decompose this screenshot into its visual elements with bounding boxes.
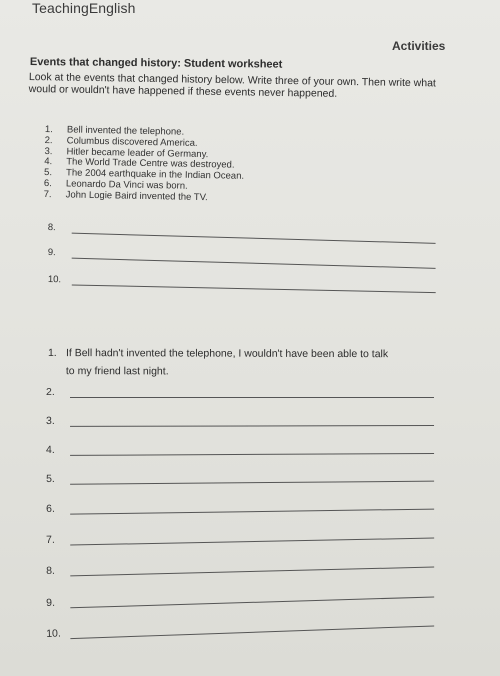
answer-number: 2. [46, 386, 55, 398]
event-number: 1. [44, 124, 53, 136]
worksheet-title: Events that changed history: Student worksheet [29, 56, 283, 71]
event-number: 4. [44, 156, 53, 168]
example-number: 1. [47, 346, 57, 360]
own-event-number: 10. [47, 274, 62, 286]
answer-number: 3. [46, 414, 55, 427]
own-event-row[interactable] [48, 274, 436, 293]
answer-line[interactable] [70, 567, 434, 577]
answer-line[interactable] [70, 509, 434, 515]
answer-line[interactable] [72, 233, 436, 244]
event-text: John Logie Baird invented the TV. [65, 189, 208, 203]
answer-row[interactable] [46, 498, 434, 515]
answer-row[interactable] [46, 614, 434, 640]
events-list [44, 125, 245, 204]
event-text: Hitler became leader of Germany. [66, 146, 209, 160]
event-number: 5. [43, 167, 53, 179]
answer-line[interactable] [70, 453, 434, 456]
answer-line[interactable] [70, 481, 434, 485]
section-label: Activities [392, 39, 446, 53]
event-text: Bell invented the telephone. [66, 124, 185, 138]
instructions-text: Look at the events that changed history below. Write three of your own. Then write what would or wouldn't have happened if these events never happened. [28, 71, 436, 100]
answer-line[interactable] [72, 285, 436, 294]
example-line-1 [48, 344, 388, 363]
own-event-row[interactable] [48, 222, 436, 244]
answer-line[interactable] [72, 258, 436, 269]
answer-line[interactable] [70, 425, 434, 427]
example-line-2: to my friend last night. [65, 365, 169, 378]
answer-row[interactable] [46, 556, 434, 577]
event-number: 7. [43, 188, 52, 200]
answer-number: 7. [46, 533, 55, 546]
event-text: The 2004 earthquake in the Indian Ocean. [65, 167, 245, 183]
answer-row[interactable] [46, 585, 434, 609]
answer-line[interactable] [70, 625, 434, 639]
event-text: Leonardo Da Vinci was born. [65, 178, 188, 192]
answer-number: 10. [46, 627, 62, 640]
own-event-number: 8. [47, 222, 56, 234]
own-event-row[interactable] [48, 247, 436, 269]
event-number: 3. [44, 145, 53, 157]
answer-number: 8. [46, 564, 56, 577]
answer-row[interactable] [46, 442, 434, 456]
answer-line[interactable] [70, 596, 434, 608]
answer-number: 4. [46, 443, 55, 456]
answer-row[interactable] [46, 386, 434, 398]
example-text: If Bell hadn't invented the telephone, I wouldn't have been able to talk [65, 347, 389, 361]
event-number: 6. [43, 177, 52, 190]
brand-logo: TeachingEnglish [32, 0, 136, 16]
event-number: 2. [44, 134, 53, 146]
answer-row[interactable] [46, 414, 434, 427]
answer-line[interactable] [70, 397, 434, 398]
event-text: The World Trade Centre was destroyed. [66, 156, 235, 172]
answer-number: 6. [46, 502, 55, 515]
answer-line[interactable] [70, 538, 434, 546]
own-event-number: 9. [47, 247, 56, 259]
example-sentence [48, 344, 388, 381]
answer-number: 5. [46, 472, 55, 485]
answer-row[interactable] [46, 527, 434, 546]
answer-number: 9. [46, 596, 56, 609]
event-text: Columbus discovered America. [66, 135, 198, 149]
answer-row[interactable] [46, 470, 434, 485]
